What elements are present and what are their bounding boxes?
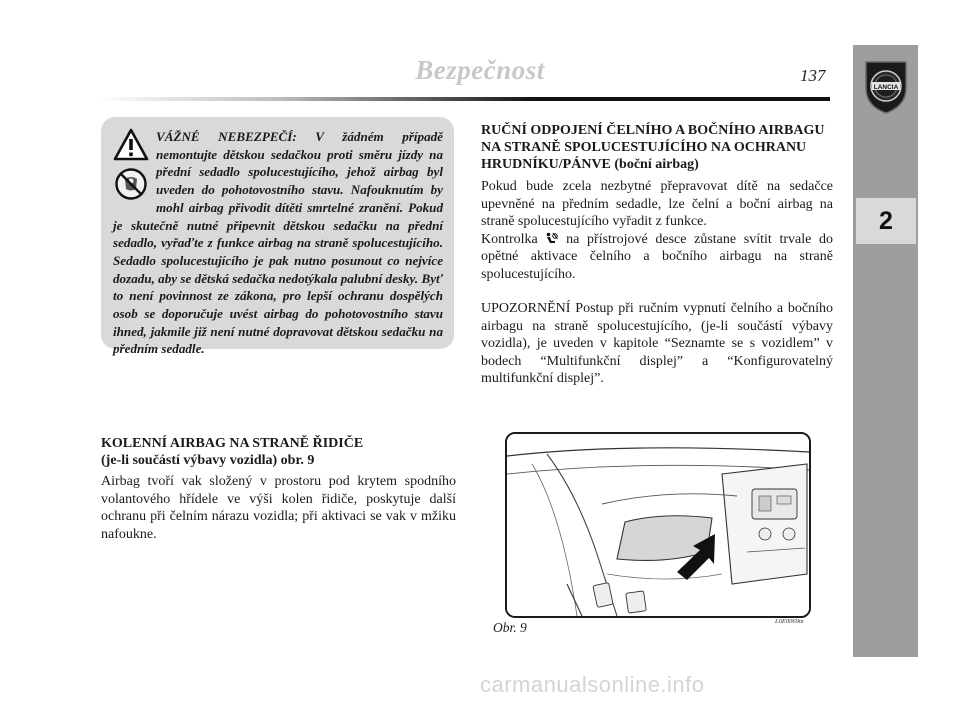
chapter-sidebar [853, 45, 918, 657]
paragraph-notice: UPOZORNĚNÍ Postup při ručním vypnutí čelního a bočního airbagu na straně spolucestujícího, (je-li součástí výbavy vozidla), je uveden v kapitole “Seznamte se s vozidlem” v bodech “Multifunkční displej” a “Konfigurovatelný multifunkční displej”. [481, 301, 833, 386]
paragraph: Pokud bude zcela nezbytné přepravovat dítě na sedačce upevněné na předním sedadle, lze čelní a boční airbag na straně spolucestujícího vyřadit z funkce. [481, 179, 833, 229]
airbag-off-indicator-icon [545, 232, 558, 245]
lancia-logo [860, 58, 912, 116]
figure-knee-airbag [505, 432, 811, 618]
knee-airbag-illustration [507, 434, 809, 616]
watermark: carmanualsonline.info [480, 672, 705, 697]
passenger-airbag-body [481, 178, 833, 388]
figure-caption: Obr. 9 [493, 620, 527, 635]
header-rule [95, 97, 830, 101]
logo-text: LANCIA [873, 84, 899, 91]
paragraph-indicator: Kontrolka na přístrojové desce zůstane svítit trvale do opětné aktivace čelního a bočního airbagu na straně spolucestujícího. [481, 231, 834, 282]
warning-paragraph: VÁŽNÉ NEBEZPEČÍ: V žádném případě nemontujte dětskou sedačkou proti směru jízdy na přední sedadlo spolucestujícího, jehož airbag byl uveden do pohotovostního stavu. Nafouknutím by mohl airbag přivodit dítěti smrtelné zranění. Pokud je skutečně nutné připevnit dětskou sedačku na přední sedadlo, vyřaďte z funkce airbag na straně spolucestujícího. Sedadlo spolucestujícího je pak nutno posunout co nejvíce dozadu, aby se dětská sedačka nedotýkala palubní desky. Byť to není povinnost ze zákona, pro lepší ochranu dospělých osob se doporučuje uvést airbag do pohotovostního stavu ihned, jakmile již není nutné dopravovat dětskou sedačku na předním sedadle. [113, 129, 443, 357]
warning-text [113, 128, 443, 358]
page-number: 137 [800, 66, 826, 85]
knee-airbag-body: Airbag tvoří vak složený v prostoru pod krytem spodního volantového hřídele ve výši kolen řidiče, poskytuje další ochranu při čelním nárazu vozidla; při aktivaci se vak v mžiku nafoukne. [101, 474, 456, 543]
page-title: Bezpečnost [415, 55, 545, 85]
section-heading-knee-airbag: KOLENNÍ AIRBAG NA STRANĚ ŘIDIČE (je-li součástí výbavy vozidla) obr. 9 [101, 436, 364, 468]
chapter-number: 2 [856, 198, 916, 244]
section-heading-passenger-airbag: RUČNÍ ODPOJENÍ ČELNÍHO A BOČNÍHO AIRBAGU NA STRANĚ SPOLUCESTUJÍCÍHO NA OCHRANU HRUDNÍKU/PÁNVE (boční airbag) [481, 123, 825, 172]
figure-code: L0E0069m [775, 618, 804, 625]
